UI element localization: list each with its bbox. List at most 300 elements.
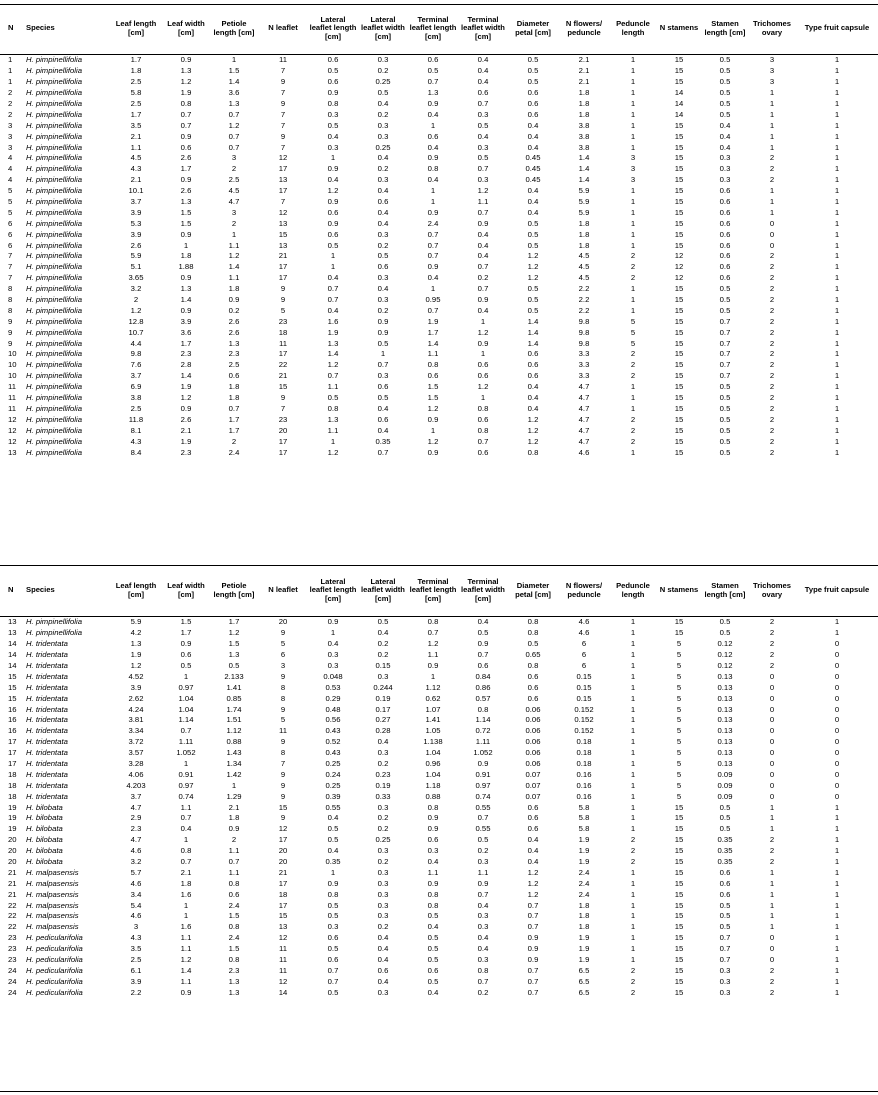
cell-stamen-length: 0.3 — [719, 175, 731, 185]
cell-trichomes-ovary: 0 — [769, 704, 775, 714]
cell-species: H. malpasensis — [26, 911, 79, 921]
cell-lateral-leaflet-width: 0.4 — [377, 186, 389, 196]
cell-petiole-length: 2 — [231, 218, 237, 228]
table-row — [0, 163, 878, 174]
cell-lateral-leaflet-width: 0.3 — [377, 131, 389, 141]
cell-n: 10 — [8, 371, 17, 381]
cell-diameter-petal: 0.07 — [525, 769, 541, 779]
cell-type-fruit-capsule: 1 — [834, 229, 840, 239]
cell-terminal-leaflet-width: 0.9 — [477, 639, 489, 649]
cell-lateral-leaflet-width: 0.7 — [377, 447, 389, 457]
cell-diameter-petal: 0.6 — [527, 682, 539, 692]
cell-terminal-leaflet-width: 0.7 — [477, 164, 489, 174]
table-row — [0, 414, 878, 425]
cell-terminal-leaflet-length: 1.1 — [427, 867, 439, 877]
cell-lateral-leaflet-length: 1.1 — [327, 382, 339, 392]
cell-leaf-width: 2.1 — [180, 867, 192, 877]
cell-n: 22 — [8, 911, 17, 921]
cell-stamen-length: 0.5 — [719, 88, 731, 98]
cell-terminal-leaflet-length: 2.4 — [427, 218, 439, 228]
cell-terminal-leaflet-length: 1 — [430, 186, 436, 196]
cell-n-leaflet: 11 — [279, 955, 287, 965]
cell-n-stamens: 5 — [676, 726, 682, 736]
cell-peduncle-length: 5 — [630, 316, 636, 326]
cell-lateral-leaflet-length: 1.1 — [327, 425, 339, 435]
cell-n-flowers-peduncle: 0.15 — [576, 671, 592, 681]
cell-lateral-leaflet-width: 0.28 — [375, 726, 391, 736]
cell-terminal-leaflet-length: 1.18 — [425, 780, 441, 790]
cell-leaf-width: 2.8 — [180, 360, 192, 370]
table-row — [0, 889, 878, 900]
cell-trichomes-ovary: 3 — [769, 77, 775, 87]
cell-lateral-leaflet-length: 1 — [330, 251, 336, 261]
cell-type-fruit-capsule: 1 — [834, 295, 840, 305]
table-row — [0, 359, 878, 370]
cell-terminal-leaflet-width: 0.57 — [475, 693, 491, 703]
cell-n-leaflet: 3 — [280, 661, 286, 670]
cell-lateral-leaflet-length: 0.3 — [327, 661, 339, 670]
cell-leaf-length: 5.9 — [130, 251, 142, 261]
cell-n-stamens: 15 — [674, 628, 684, 638]
cell-leaf-width: 1.8 — [180, 251, 192, 261]
cell-n-leaflet: 21 — [278, 251, 288, 261]
cell-n-stamens: 5 — [676, 639, 682, 649]
cell-terminal-leaflet-width: 1.11 — [475, 737, 491, 747]
cell-diameter-petal: 0.5 — [527, 295, 539, 305]
cell-terminal-leaflet-length: 0.9 — [427, 207, 439, 217]
cell-leaf-width: 1 — [183, 900, 189, 910]
cell-diameter-petal: 0.5 — [527, 218, 539, 228]
table-row — [0, 758, 878, 769]
cell-leaf-width: 0.8 — [180, 846, 192, 856]
cell-leaf-length: 4.52 — [128, 671, 144, 681]
cell-lateral-leaflet-width: 0.4 — [377, 955, 389, 965]
cell-terminal-leaflet-width: 1.1 — [477, 197, 489, 207]
cell-lateral-leaflet-length: 0.5 — [327, 66, 339, 76]
cell-leaf-length: 3.2 — [130, 857, 142, 867]
cell-terminal-leaflet-length: 0.4 — [427, 987, 439, 997]
cell-terminal-leaflet-width: 0.7 — [477, 207, 489, 217]
cell-n-leaflet: 9 — [280, 704, 286, 714]
cell-n-stamens: 15 — [674, 813, 684, 823]
cell-leaf-length: 2 — [133, 295, 139, 305]
cell-n-leaflet: 9 — [280, 99, 286, 108]
cell-leaf-width: 1.11 — [178, 737, 194, 747]
cell-terminal-leaflet-width: 0.7 — [477, 650, 489, 660]
cell-n-stamens: 15 — [674, 447, 684, 457]
cell-n: 1 — [8, 55, 13, 65]
cell-leaf-length: 4.3 — [130, 436, 142, 446]
cell-stamen-length: 0.5 — [719, 393, 731, 403]
cell-lateral-leaflet-width: 0.4 — [377, 737, 389, 747]
cell-species: H. pimpinellifolia — [26, 207, 82, 217]
cell-leaf-width: 1.3 — [180, 66, 192, 76]
cell-petiole-length: 1.3 — [228, 987, 240, 997]
table-row — [0, 109, 878, 120]
cell-lateral-leaflet-width: 0.4 — [377, 976, 389, 986]
cell-leaf-width: 1.8 — [180, 878, 192, 888]
cell-lateral-leaflet-length: 0.3 — [327, 109, 339, 119]
cell-n-leaflet: 13 — [278, 175, 288, 185]
cell-n: 23 — [8, 933, 17, 943]
cell-type-fruit-capsule: 0 — [834, 715, 840, 725]
cell-n-stamens: 15 — [674, 987, 684, 997]
cell-leaf-length: 1.9 — [130, 650, 142, 660]
header-stamen-length: Stamen length [cm] — [702, 4, 748, 54]
header-lateral-leaflet-length: Lateral leaflet length [cm] — [308, 566, 358, 616]
cell-n-stamens: 15 — [674, 824, 684, 834]
cell-type-fruit-capsule: 1 — [834, 944, 840, 954]
header-leaf-length: Leaf length [cm] — [110, 566, 162, 616]
cell-n-flowers-peduncle: 1.4 — [578, 175, 590, 185]
cell-trichomes-ovary: 0 — [769, 955, 775, 965]
cell-stamen-length: 0.7 — [719, 349, 731, 359]
cell-n-flowers-peduncle: 3.3 — [578, 360, 590, 370]
cell-n-leaflet: 17 — [278, 349, 288, 359]
header-n: N — [0, 566, 22, 616]
cell-diameter-petal: 0.6 — [527, 813, 539, 823]
cell-terminal-leaflet-length: 0.9 — [427, 824, 439, 834]
cell-n-flowers-peduncle: 3.3 — [578, 371, 590, 381]
cell-lateral-leaflet-length: 0.6 — [327, 933, 339, 943]
cell-diameter-petal: 0.7 — [527, 965, 539, 975]
cell-stamen-length: 0.6 — [719, 229, 731, 239]
cell-leaf-width: 1 — [183, 759, 189, 769]
cell-terminal-leaflet-width: 0.3 — [477, 109, 489, 119]
cell-petiole-length: 2 — [231, 835, 237, 845]
header-n-stamens: N stamens — [656, 566, 702, 616]
cell-n-flowers-peduncle: 1.8 — [578, 99, 590, 108]
cell-terminal-leaflet-length: 1 — [430, 671, 436, 681]
cell-n-flowers-peduncle: 1.8 — [578, 900, 590, 910]
cell-stamen-length: 0.6 — [719, 240, 731, 250]
cell-diameter-petal: 0.6 — [527, 693, 539, 703]
cell-species: H. pimpinellifolia — [26, 175, 82, 185]
cell-lateral-leaflet-width: 0.4 — [377, 207, 389, 217]
cell-petiole-length: 2 — [231, 436, 237, 446]
cell-leaf-width: 1.04 — [178, 693, 194, 703]
cell-terminal-leaflet-length: 0.6 — [427, 371, 439, 381]
table-row — [0, 403, 878, 414]
cell-type-fruit-capsule: 1 — [834, 262, 840, 272]
cell-terminal-leaflet-width: 0.84 — [475, 671, 491, 681]
cell-n-leaflet: 9 — [280, 295, 286, 305]
cell-diameter-petal: 0.6 — [527, 88, 539, 98]
cell-n-leaflet: 17 — [278, 835, 288, 845]
cell-n-leaflet: 8 — [280, 693, 286, 703]
cell-leaf-width: 0.7 — [180, 109, 192, 119]
cell-leaf-length: 2.9 — [130, 813, 142, 823]
cell-leaf-length: 1.2 — [130, 661, 142, 670]
cell-species: H. pimpinellifolia — [26, 186, 82, 196]
cell-n: 20 — [8, 857, 17, 867]
cell-terminal-leaflet-width: 0.9 — [477, 759, 489, 769]
cell-trichomes-ovary: 2 — [769, 447, 775, 457]
cell-terminal-leaflet-length: 0.62 — [425, 693, 441, 703]
header-lateral-leaflet-width: Lateral leaflet width [cm] — [358, 566, 408, 616]
cell-leaf-length: 2.5 — [130, 99, 142, 108]
cell-species: H. bilobata — [26, 824, 63, 834]
cell-trichomes-ovary: 2 — [769, 650, 775, 660]
cell-leaf-length: 8.1 — [130, 425, 142, 435]
cell-species: H. pimpinellifolia — [26, 66, 82, 76]
cell-leaf-width: 0.7 — [180, 813, 192, 823]
cell-n-flowers-peduncle: 1.9 — [578, 846, 590, 856]
cell-n-leaflet: 7 — [280, 197, 286, 207]
cell-diameter-petal: 1.4 — [527, 316, 539, 326]
table-row — [0, 823, 878, 834]
cell-lateral-leaflet-width: 0.4 — [377, 218, 389, 228]
cell-trichomes-ovary: 1 — [769, 878, 775, 888]
cell-terminal-leaflet-width: 0.6 — [477, 88, 489, 98]
table-row — [0, 65, 878, 76]
cell-n-leaflet: 9 — [280, 393, 286, 403]
cell-n: 23 — [8, 955, 17, 965]
cell-diameter-petal: 0.7 — [527, 976, 539, 986]
cell-stamen-length: 0.5 — [719, 922, 731, 932]
cell-peduncle-length: 1 — [630, 704, 636, 714]
cell-trichomes-ovary: 1 — [769, 99, 775, 108]
cell-terminal-leaflet-width: 0.4 — [477, 617, 489, 627]
cell-trichomes-ovary: 2 — [769, 965, 775, 975]
cell-n-leaflet: 9 — [280, 737, 286, 747]
cell-n: 21 — [8, 878, 17, 888]
cell-type-fruit-capsule: 1 — [834, 349, 840, 359]
cell-n: 2 — [8, 88, 13, 98]
cell-peduncle-length: 1 — [630, 650, 636, 660]
cell-species: H. pimpinellifolia — [26, 338, 82, 348]
cell-lateral-leaflet-length: 0.4 — [327, 273, 339, 283]
cell-n-stamens: 15 — [674, 197, 684, 207]
cell-terminal-leaflet-width: 0.5 — [477, 120, 489, 130]
cell-leaf-length: 5.8 — [130, 88, 142, 98]
cell-leaf-length: 5.9 — [130, 617, 142, 627]
cell-lateral-leaflet-length: 0.4 — [327, 131, 339, 141]
table-row — [0, 131, 878, 142]
cell-diameter-petal: 1.2 — [527, 867, 539, 877]
cell-petiole-length: 0.8 — [228, 878, 240, 888]
cell-terminal-leaflet-length: 1.5 — [427, 393, 439, 403]
cell-petiole-length: 1.5 — [228, 911, 240, 921]
cell-leaf-length: 2.6 — [130, 240, 142, 250]
cell-stamen-length: 0.5 — [719, 436, 731, 446]
cell-lateral-leaflet-length: 1.3 — [327, 414, 339, 424]
cell-lateral-leaflet-width: 0.15 — [375, 661, 391, 670]
cell-stamen-length: 0.5 — [719, 66, 731, 76]
cell-terminal-leaflet-length: 0.7 — [427, 240, 439, 250]
cell-petiole-length: 1 — [231, 780, 237, 790]
cell-stamen-length: 0.6 — [719, 889, 731, 899]
cell-n-stamens: 15 — [674, 911, 684, 921]
cell-terminal-leaflet-width: 1.14 — [475, 715, 491, 725]
cell-leaf-length: 2.3 — [130, 824, 142, 834]
cell-lateral-leaflet-width: 0.5 — [377, 393, 389, 403]
cell-trichomes-ovary: 2 — [769, 436, 775, 446]
cell-leaf-length: 3.5 — [130, 944, 142, 954]
cell-leaf-width: 1.9 — [180, 436, 192, 446]
cell-terminal-leaflet-length: 0.9 — [427, 813, 439, 823]
cell-peduncle-length: 2 — [630, 262, 636, 272]
cell-n: 5 — [8, 207, 13, 217]
cell-lateral-leaflet-length: 1 — [330, 153, 336, 163]
cell-trichomes-ovary: 0 — [769, 759, 775, 769]
cell-n: 15 — [8, 693, 17, 703]
cell-diameter-petal: 1.2 — [527, 414, 539, 424]
cell-species: H. pimpinellifolia — [26, 360, 82, 370]
cell-n-stamens: 15 — [674, 976, 684, 986]
cell-species: H. tridentata — [26, 671, 68, 681]
cell-n: 16 — [8, 715, 17, 725]
cell-diameter-petal: 0.4 — [527, 403, 539, 413]
cell-n-stamens: 15 — [674, 240, 684, 250]
cell-n-stamens: 14 — [674, 99, 684, 108]
table-row — [0, 305, 878, 316]
cell-leaf-length: 4.3 — [130, 164, 142, 174]
cell-species: H. pimpinellifolia — [26, 142, 82, 152]
cell-lateral-leaflet-width: 0.17 — [375, 704, 391, 714]
cell-terminal-leaflet-length: 1.4 — [427, 338, 439, 348]
cell-n: 7 — [8, 262, 13, 272]
cell-terminal-leaflet-width: 0.3 — [477, 142, 489, 152]
cell-terminal-leaflet-length: 0.8 — [427, 900, 439, 910]
cell-lateral-leaflet-width: 0.3 — [377, 671, 389, 681]
cell-type-fruit-capsule: 1 — [834, 305, 840, 315]
cell-stamen-length: 0.4 — [719, 142, 731, 152]
cell-trichomes-ovary: 2 — [769, 360, 775, 370]
cell-peduncle-length: 1 — [630, 197, 636, 207]
cell-terminal-leaflet-length: 0.4 — [427, 922, 439, 932]
cell-leaf-width: 3.9 — [180, 316, 192, 326]
cell-trichomes-ovary: 2 — [769, 835, 775, 845]
cell-trichomes-ovary: 0 — [769, 240, 775, 250]
cell-n: 20 — [8, 846, 17, 856]
cell-diameter-petal: 0.4 — [527, 393, 539, 403]
table-row — [0, 381, 878, 392]
cell-type-fruit-capsule: 1 — [834, 802, 840, 812]
cell-petiole-length: 1.34 — [226, 759, 242, 769]
cell-n-flowers-peduncle: 9.8 — [578, 338, 590, 348]
cell-lateral-leaflet-width: 0.3 — [377, 748, 389, 758]
cell-petiole-length: 1.3 — [228, 650, 240, 660]
cell-trichomes-ovary: 2 — [769, 846, 775, 856]
cell-diameter-petal: 0.9 — [527, 933, 539, 943]
cell-n-flowers-peduncle: 5.9 — [578, 186, 590, 196]
cell-lateral-leaflet-length: 0.9 — [327, 197, 339, 207]
cell-petiole-length: 0.7 — [228, 857, 240, 867]
cell-peduncle-length: 2 — [630, 425, 636, 435]
cell-peduncle-length: 1 — [630, 955, 636, 965]
cell-leaf-length: 6.9 — [130, 382, 142, 392]
cell-leaf-length: 4.3 — [130, 933, 142, 943]
cell-species: H. tridentata — [26, 759, 68, 769]
cell-n-flowers-peduncle: 5.8 — [578, 802, 590, 812]
cell-lateral-leaflet-width: 0.4 — [377, 933, 389, 943]
cell-leaf-length: 4.6 — [130, 878, 142, 888]
cell-species: H. pimpinellifolia — [26, 153, 82, 163]
cell-trichomes-ovary: 2 — [769, 403, 775, 413]
cell-n-leaflet: 23 — [278, 316, 288, 326]
cell-species: H. pimpinellifolia — [26, 88, 82, 98]
cell-species: H. pedicularifolia — [26, 944, 83, 954]
cell-n: 17 — [8, 759, 17, 769]
cell-leaf-width: 0.7 — [180, 120, 192, 130]
header-petiole-length: Petiole length [cm] — [210, 566, 258, 616]
cell-peduncle-length: 2 — [630, 349, 636, 359]
cell-lateral-leaflet-width: 0.3 — [377, 889, 389, 899]
cell-lateral-leaflet-width: 0.6 — [377, 382, 389, 392]
cell-lateral-leaflet-length: 1.2 — [327, 186, 339, 196]
cell-diameter-petal: 0.6 — [527, 99, 539, 108]
cell-stamen-length: 0.6 — [719, 878, 731, 888]
cell-leaf-width: 0.5 — [180, 661, 192, 670]
cell-lateral-leaflet-width: 0.3 — [377, 295, 389, 305]
cell-petiole-length: 1 — [231, 229, 237, 239]
cell-lateral-leaflet-length: 0.52 — [325, 737, 341, 747]
cell-n-leaflet: 17 — [278, 447, 288, 457]
cell-species: H. bilobata — [26, 802, 63, 812]
cell-type-fruit-capsule: 1 — [834, 197, 840, 207]
cell-leaf-length: 10.1 — [128, 186, 144, 196]
cell-stamen-length: 0.5 — [719, 382, 731, 392]
cell-n-leaflet: 12 — [278, 976, 288, 986]
cell-n: 12 — [8, 414, 17, 424]
cell-type-fruit-capsule: 1 — [834, 889, 840, 899]
cell-species: H. tridentata — [26, 682, 68, 692]
cell-type-fruit-capsule: 1 — [834, 425, 840, 435]
cell-petiole-length: 1.1 — [228, 867, 240, 877]
cell-stamen-length: 0.5 — [719, 425, 731, 435]
table-body — [0, 54, 878, 457]
cell-petiole-length: 1.3 — [228, 99, 240, 108]
cell-diameter-petal: 0.8 — [527, 447, 539, 457]
cell-n-stamens: 14 — [674, 109, 684, 119]
cell-terminal-leaflet-length: 0.4 — [427, 857, 439, 867]
cell-peduncle-length: 1 — [630, 295, 636, 305]
header-peduncle-length: Peduncle length — [610, 566, 656, 616]
cell-n-stamens: 15 — [674, 846, 684, 856]
table-row — [0, 856, 878, 867]
cell-leaf-width: 0.9 — [180, 273, 192, 283]
cell-terminal-leaflet-width: 0.9 — [477, 338, 489, 348]
cell-n: 7 — [8, 273, 13, 283]
cell-leaf-width: 1.3 — [180, 284, 192, 294]
cell-stamen-length: 0.4 — [719, 131, 731, 141]
cell-lateral-leaflet-length: 1.2 — [327, 447, 339, 457]
cell-n-leaflet: 18 — [278, 327, 288, 337]
header-leaf-length: Leaf length [cm] — [110, 4, 162, 54]
cell-leaf-width: 3.6 — [180, 327, 192, 337]
cell-lateral-leaflet-length: 0.5 — [327, 900, 339, 910]
cell-leaf-length: 4.6 — [130, 911, 142, 921]
cell-species: H. pimpinellifolia — [26, 425, 82, 435]
cell-n-stamens: 5 — [676, 769, 682, 779]
cell-species: H. pimpinellifolia — [26, 262, 82, 272]
cell-terminal-leaflet-length: 0.5 — [427, 944, 439, 954]
cell-trichomes-ovary: 1 — [769, 802, 775, 812]
cell-trichomes-ovary: 0 — [769, 671, 775, 681]
cell-n-flowers-peduncle: 1.4 — [578, 153, 590, 163]
cell-lateral-leaflet-width: 1 — [380, 349, 386, 359]
cell-leaf-length: 4.24 — [128, 704, 144, 714]
cell-peduncle-length: 1 — [630, 878, 636, 888]
cell-trichomes-ovary: 1 — [769, 197, 775, 207]
cell-lateral-leaflet-length: 0.24 — [325, 769, 341, 779]
cell-trichomes-ovary: 2 — [769, 327, 775, 337]
cell-n-flowers-peduncle: 2.2 — [578, 284, 590, 294]
cell-lateral-leaflet-width: 0.2 — [377, 639, 389, 649]
cell-lateral-leaflet-length: 0.9 — [327, 218, 339, 228]
cell-n-stamens: 15 — [674, 207, 684, 217]
